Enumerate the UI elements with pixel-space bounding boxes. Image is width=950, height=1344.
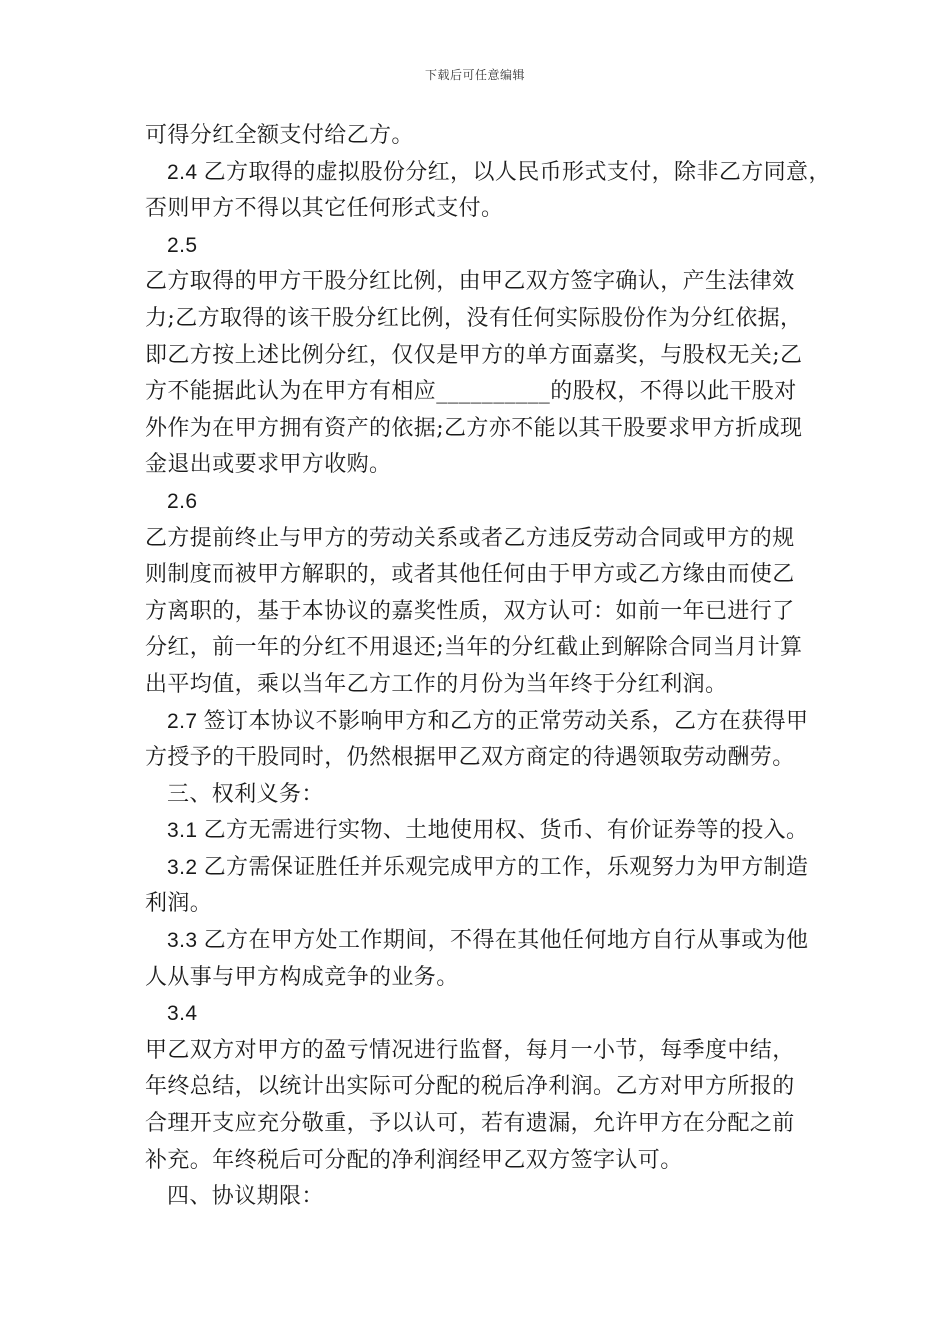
line-text: 外作为在甲方拥有资产的依据;乙方亦不能以其干股要求甲方折成现 bbox=[145, 415, 803, 441]
page-header: 下载后可任意编辑 bbox=[424, 68, 525, 82]
line-text: 乙方需保证胜任并乐观完成甲方的工作，乐观努力为甲方制造 bbox=[203, 854, 809, 880]
text-line bbox=[145, 594, 815, 631]
text-line bbox=[145, 1069, 815, 1106]
clause-number: 3.4 bbox=[167, 1002, 198, 1026]
line-text: 则制度而被甲方解职的，或者其他任何由于甲方或乙方缘由而使乙 bbox=[145, 562, 795, 588]
text-line bbox=[145, 1106, 815, 1143]
line-text: 出平均值，乘以当年乙方工作的月份为当年终于分红利润。 bbox=[145, 671, 728, 697]
line-text: 年终总结，以统计出实际可分配的税后净利润。乙方对甲方所报的 bbox=[145, 1074, 795, 1100]
line-text: 乙方无需进行实物、土地使用权、货币、有价证券等的投入。 bbox=[203, 818, 809, 844]
line-text: 签订本协议不影响甲方和乙方的正常劳动关系，乙方在获得甲 bbox=[203, 708, 809, 734]
text-line bbox=[145, 228, 815, 265]
text-line bbox=[145, 813, 815, 850]
clause-number: 3.3 bbox=[167, 929, 204, 953]
text-line bbox=[145, 118, 815, 155]
line-text: 乙方取得的虚拟股份分红，以人民币形式支付，除非乙方同意， bbox=[203, 159, 831, 185]
line-text: 合理开支应充分敬重，予以认可，若有遗漏，允许甲方在分配之前 bbox=[145, 1111, 795, 1137]
text-line bbox=[145, 960, 815, 997]
text-line bbox=[145, 704, 815, 741]
line-text: 四、协议期限： bbox=[167, 1184, 324, 1210]
line-text: 金退出或要求甲方收购。 bbox=[145, 452, 392, 478]
text-line bbox=[145, 667, 815, 704]
text-line bbox=[145, 1179, 815, 1216]
line-text: 乙方取得的甲方干股分红比例，由甲乙双方签字确认，产生法律效 bbox=[145, 269, 795, 295]
text-line bbox=[145, 411, 815, 448]
line-text: 方不能据此认为在甲方有相应__________的股权，不得以此干股对 bbox=[145, 379, 797, 405]
text-line bbox=[145, 1033, 815, 1070]
text-line bbox=[145, 338, 815, 375]
clause-number: 2.6 bbox=[167, 489, 198, 513]
text-line bbox=[145, 886, 815, 923]
line-text: 方授予的干股同时，仍然根据甲乙双方商定的待遇领取劳动酬劳。 bbox=[145, 745, 795, 771]
text-line bbox=[145, 521, 815, 558]
text-line bbox=[145, 191, 815, 228]
line-text: 补充。年终税后可分配的净利润经甲乙双方签字认可。 bbox=[145, 1147, 683, 1173]
clause-number: 3.2 bbox=[167, 855, 204, 879]
text-line bbox=[145, 996, 815, 1033]
clause-number: 2.4 bbox=[167, 160, 204, 184]
line-text: 甲乙双方对甲方的盈亏情况进行监督，每月一小节，每季度中结， bbox=[145, 1037, 795, 1063]
text-line bbox=[145, 630, 815, 667]
text-line bbox=[145, 447, 815, 484]
line-text: 否则甲方不得以其它任何形式支付。 bbox=[145, 196, 504, 222]
line-text: 力;乙方取得的该干股分红比例，没有任何实际股份作为分红依据， bbox=[145, 305, 803, 331]
line-text: 可得分红全额支付给乙方。 bbox=[145, 123, 414, 148]
clause-number: 2.5 bbox=[167, 233, 198, 257]
text-line bbox=[145, 374, 815, 411]
text-line bbox=[145, 777, 815, 814]
text-line bbox=[145, 301, 815, 338]
line-text: 即乙方按上述比例分红，仅仅是甲方的单方面嘉奖，与股权无关;乙 bbox=[145, 342, 803, 368]
text-line bbox=[145, 155, 831, 192]
text-line bbox=[145, 740, 815, 777]
line-text: 方离职的，基于本协议的嘉奖性质，双方认可：如前一年已进行了 bbox=[145, 598, 795, 624]
line-text: 三、权利义务： bbox=[167, 781, 324, 807]
line-text: 分红，前一年的分红不用退还;当年的分红截止到解除合同当月计算 bbox=[145, 635, 803, 661]
clause-number: 3.1 bbox=[167, 819, 204, 843]
text-line bbox=[145, 1143, 815, 1180]
document-body bbox=[145, 118, 831, 1216]
clause-number: 2.7 bbox=[167, 709, 204, 733]
text-line bbox=[145, 264, 815, 301]
line-text: 人从事与甲方构成竞争的业务。 bbox=[145, 964, 459, 990]
text-line bbox=[145, 557, 815, 594]
text-line bbox=[145, 484, 815, 521]
text-line bbox=[145, 850, 815, 887]
text-line bbox=[145, 923, 815, 960]
line-text: 乙方在甲方处工作期间，不得在其他任何地方自行从事或为他 bbox=[203, 928, 809, 954]
line-text: 乙方提前终止与甲方的劳动关系或者乙方违反劳动合同或甲方的规 bbox=[145, 525, 795, 551]
line-text: 利润。 bbox=[145, 891, 213, 917]
